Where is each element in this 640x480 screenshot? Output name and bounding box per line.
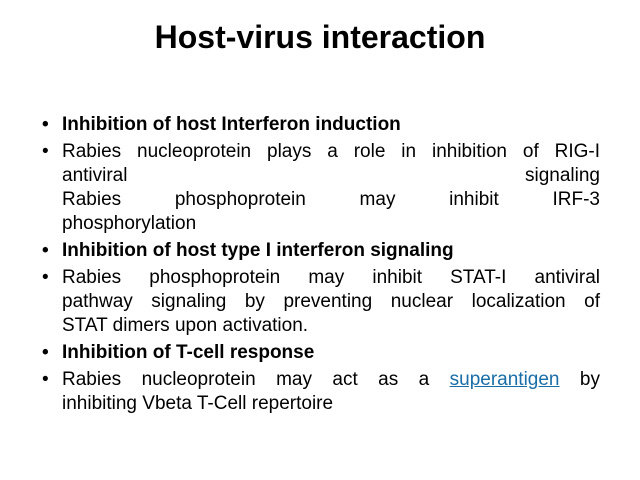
bullet-icon: • [42,114,49,135]
item-line: Inhibition of host type I interferon signaling [62,240,454,261]
bullet-list [40,113,600,419]
bullet-icon: • [42,141,49,162]
item-line: pathway signaling by preventing nuclear localization of [62,291,600,312]
page-title: Host-virus interaction [154,19,486,55]
item-line: Inhibition of T-cell response [62,342,315,363]
item-line: Rabies phosphoprotein may inhibit STAT-I antiviral [62,267,600,288]
list-item [40,368,600,416]
bullet-icon: • [42,369,49,390]
item-line: antiviral signaling [62,165,600,186]
item-line [62,368,600,392]
list-item [40,140,600,236]
item-line: Rabies phosphoprotein may inhibit IRF-3 [62,189,600,210]
item-text: Rabies nucleoprotein may act as a [62,369,450,390]
list-item [40,239,600,263]
bullet-icon: • [42,342,49,363]
item-line: Inhibition of host Interferon induction [62,114,401,135]
list-item [40,266,600,338]
item-line: inhibiting Vbeta T-Cell repertoire [62,393,334,414]
item-text: by [559,369,600,390]
item-line: Rabies nucleoprotein plays a role in inhibition of RIG-I [62,141,600,162]
bullet-icon: • [42,240,49,261]
list-item [40,113,600,137]
bullet-icon: • [42,267,49,288]
superantigen-link[interactable]: superantigen [449,369,560,390]
item-line: STAT dimers upon activation. [62,315,309,336]
list-item [40,341,600,365]
item-line: phosphorylation [62,213,197,234]
